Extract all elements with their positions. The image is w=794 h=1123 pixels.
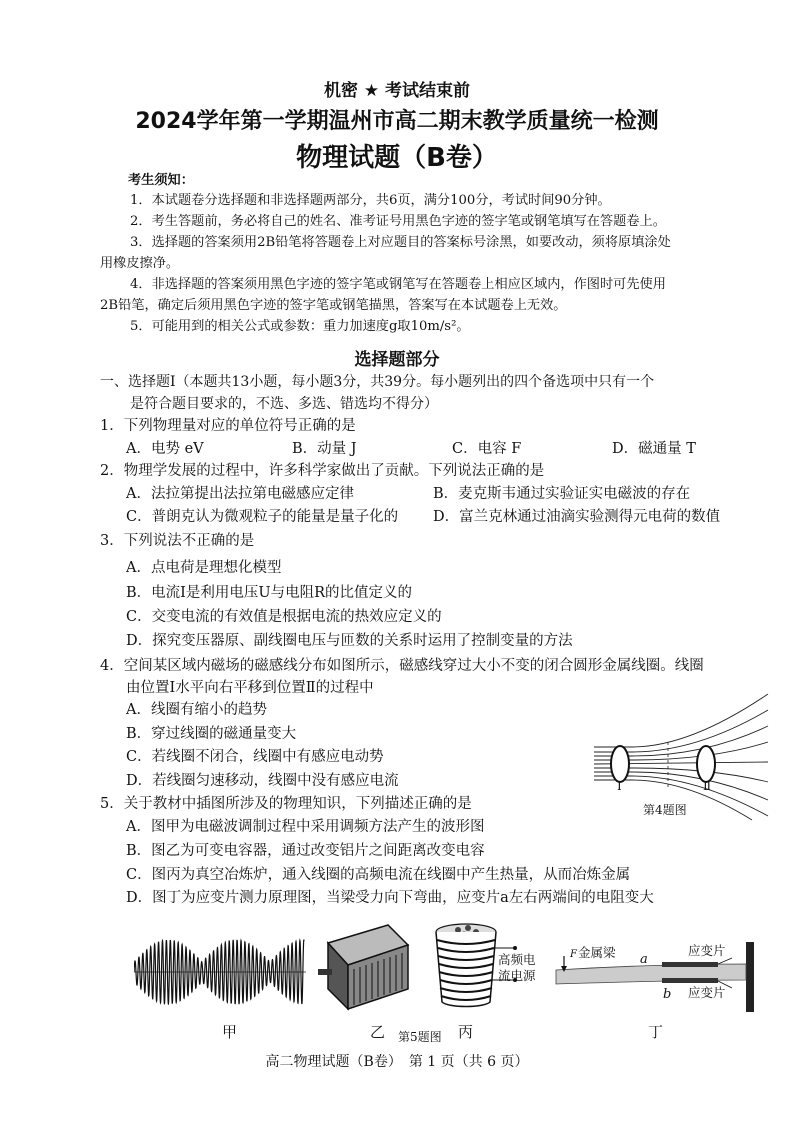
- q4-stem-2: 由位置Ⅰ水平向右平移到位置Ⅱ的过程中: [126, 680, 374, 696]
- ding-beam-label: 金属梁: [578, 945, 616, 960]
- q1-option-a: A．电势 eV: [126, 441, 204, 457]
- field-line: [594, 694, 768, 747]
- bing-source-label-2: 流电源: [498, 968, 536, 983]
- q4-pos2-label: Ⅱ: [703, 779, 712, 793]
- q1-option-c: C．电容 F: [452, 441, 522, 457]
- q3-option-b: B．电流I是利用电压U与电阻R的比值定义的: [126, 585, 413, 601]
- fig-jia-waveform: [134, 935, 306, 1010]
- notice-line-6: 2B铅笔，确定后须用黑色字迹的签字笔或钢笔描黑，答案写在本试题卷上无效。: [100, 298, 567, 313]
- q3-option-a: A．点电荷是理想化模型: [126, 560, 282, 576]
- q1-stem: 1．下列物理量对应的单位符号正确的是: [100, 418, 356, 434]
- page-footer: 高二物理试题（B卷） 第 1 页（共 6 页）: [265, 1054, 529, 1070]
- notice-line-3: 3．选择题的答案须用2B铅笔将答题卷上对应题目的答案标号涂黑，如要改动，须将原填涂处: [130, 235, 671, 250]
- q5-option-d: D．图丁为应变片测力原理图，当梁受力向下弯曲，应变片a左右两端间的电阻变大: [126, 890, 654, 906]
- q3-stem: 3．下列说法不正确的是: [100, 533, 255, 549]
- fig-bing-label: 丙: [458, 1023, 474, 1041]
- notice-heading: 考生须知：: [128, 173, 194, 188]
- q2-option-c: C．普朗克认为微观粒子的能量是量子化的: [126, 509, 399, 525]
- fig-jia-label: 甲: [222, 1023, 238, 1041]
- q1-option-d: D．磁通量 T: [612, 441, 696, 457]
- notice-line-1: 1．本试题卷分选择题和非选择题两部分，共6页，满分100分，考试时间90分钟。: [130, 193, 611, 208]
- q2-option-d: D．富兰克林通过油滴实验测得元电荷的数值: [433, 509, 721, 525]
- q4-option-b: B．穿过线圈的磁通量变大: [126, 726, 297, 742]
- fig-yi-label: 乙: [370, 1023, 386, 1041]
- q2-option-b: B．麦克斯韦通过实验证实电磁波的存在: [433, 486, 691, 502]
- q5-option-a: A．图甲为电磁波调制过程中采用调频方法产生的波形图: [126, 819, 485, 835]
- q5-stem: 5．关于教材中插图所涉及的物理知识，下列描述正确的是: [100, 796, 472, 812]
- q3-option-d: D．探究变压器原、副线圈电压与匝数的关系时运用了控制变量的方法: [126, 633, 573, 649]
- q1-option-b: B．动量 J: [292, 441, 357, 457]
- q5-fig-caption: 第5题图: [398, 1030, 442, 1044]
- ding-a-label: a: [640, 952, 648, 967]
- confidential-mark: 机密 ★ 考试结束前: [323, 81, 471, 101]
- ding-b-label: b: [663, 987, 672, 1002]
- notice-line-5: 4．非选择题的答案须用黑色字迹的签字笔或钢笔写在答题卷上相应区域内，作图时可先使用: [130, 277, 666, 292]
- bing-source-label-1: 高频电: [498, 952, 536, 967]
- section-intro-1: 一、选择题Ⅰ（本题共13小题，每小题3分，共39分。每小题列出的四个备选项中只有一个: [100, 374, 655, 390]
- q3-option-c: C．交变电流的有效值是根据电流的热效应定义的: [126, 609, 442, 625]
- ding-force-label: F: [570, 949, 577, 960]
- q5-option-b: B．图乙为可变电容器，通过改变铝片之间距离改变电容: [126, 843, 485, 859]
- exam-subtitle: 物理试题（B卷）: [296, 143, 498, 173]
- q4-fig-caption: 第4题图: [643, 803, 687, 817]
- exam-title: 2024学年第一学期温州市高二期末教学质量统一检测: [135, 109, 659, 134]
- q4-option-c: C．若线圈不闭合，线圈中有感应电动势: [126, 749, 384, 765]
- q4-option-d: D．若线圈匀速移动，线圈中没有感应电流: [126, 773, 399, 789]
- q4-pos1-label: Ⅰ: [617, 779, 622, 793]
- q4-option-a: A．线圈有缩小的趋势: [126, 702, 267, 718]
- q2-stem: 2．物理学发展的过程中，许多科学家做出了贡献。下列说法正确的是: [100, 463, 545, 479]
- fig-yi-capacitor: [316, 915, 416, 1015]
- q2-option-a: A．法拉第提出法拉第电磁感应定律: [126, 486, 354, 502]
- notice-line-7: 5．可能用到的相关公式或参数：重力加速度g取10m/s²。: [130, 319, 470, 334]
- ding-gauge-bottom-label: 应变片: [688, 985, 726, 1000]
- notice-line-2: 2．考生答题前，务必将自己的姓名、准考证号用黑色字迹的签字笔或钢笔填写在答题卷上。: [130, 214, 666, 229]
- fig-ding-label: 丁: [648, 1023, 664, 1041]
- ding-gauge-top-label: 应变片: [688, 943, 726, 958]
- q5-option-c: C．图丙为真空冶炼炉，通入线圈的高频电流在线圈中产生热量，从而冶炼金属: [126, 867, 631, 883]
- section-title: 选择题部分: [354, 350, 440, 370]
- q4-stem-1: 4．空间某区域内磁场的磁感线分布如图所示，磁感线穿过大小不变的闭合圆形金属线圈。线圈: [100, 658, 704, 674]
- section-intro-2: 是符合题目要求的，不选、多选、错选均不得分）: [130, 396, 438, 412]
- notice-line-4: 用橡皮擦净。: [100, 256, 180, 271]
